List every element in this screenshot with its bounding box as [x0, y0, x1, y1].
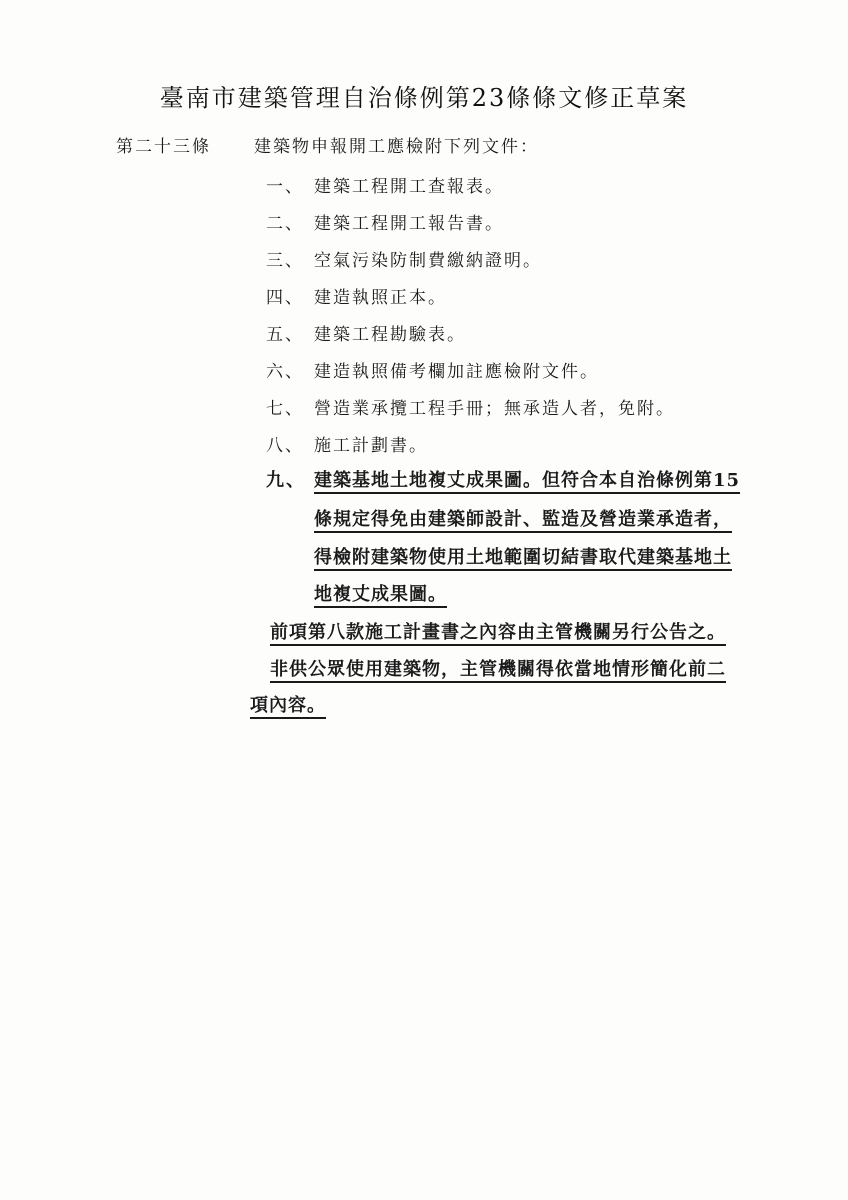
article-label: 第二十三條 [116, 137, 211, 157]
list-item [266, 172, 504, 197]
article-intro: 建築物申報開工應檢附下列文件： [254, 137, 539, 157]
item-number: 七、 [266, 399, 304, 419]
list-item [266, 209, 504, 234]
item-text: 建築工程開工查報表。 [314, 177, 504, 197]
item-text: 營造業承攬工程手冊；無承造人者，免附。 [314, 399, 675, 419]
amended-text-line: 得檢附建築物使用土地範圍切結書取代建築基地土 [314, 547, 732, 568]
item-text: 建築工程開工報告書。 [314, 214, 504, 234]
item-text: 建造執照正本。 [314, 288, 447, 308]
item-number: 三、 [266, 251, 304, 271]
list-item [266, 394, 675, 419]
item-number: 四、 [266, 288, 304, 308]
list-item [266, 357, 599, 382]
list-item [266, 246, 542, 271]
paragraph-3-line-2: 項內容。 [250, 695, 326, 716]
item-text: 建造執照備考欄加註應檢附文件。 [314, 362, 599, 382]
item-text: 建築工程勘驗表。 [314, 325, 466, 345]
amended-text-line: 建築基地土地複丈成果圖。但符合本自治條例第15 [314, 470, 741, 491]
item-text: 施工計劃書。 [314, 436, 428, 456]
paragraph-3-line-1: 非供公眾使用建築物，主管機關得依當地情形簡化前二 [270, 659, 726, 680]
list-item [266, 431, 428, 456]
item-number: 一、 [266, 177, 304, 197]
item-number: 五、 [266, 325, 304, 345]
document-title: 臺南市建築管理自治條例第23條條文修正草案 [159, 84, 689, 112]
amended-text-line: 條規定得免由建築師設計、監造及營造業承造者， [314, 509, 732, 530]
item-number: 二、 [266, 214, 304, 234]
paragraph-2: 前項第八款施工計畫書之內容由主管機關另行公告之。 [270, 622, 726, 643]
list-item [266, 320, 466, 345]
item-text: 空氣污染防制費繳納證明。 [314, 251, 542, 271]
item-number: 六、 [266, 362, 304, 382]
amended-text-line: 地複丈成果圖。 [314, 584, 447, 605]
item-number: 八、 [266, 436, 304, 456]
list-item [266, 283, 447, 308]
item-number-9: 九、 [266, 470, 306, 491]
